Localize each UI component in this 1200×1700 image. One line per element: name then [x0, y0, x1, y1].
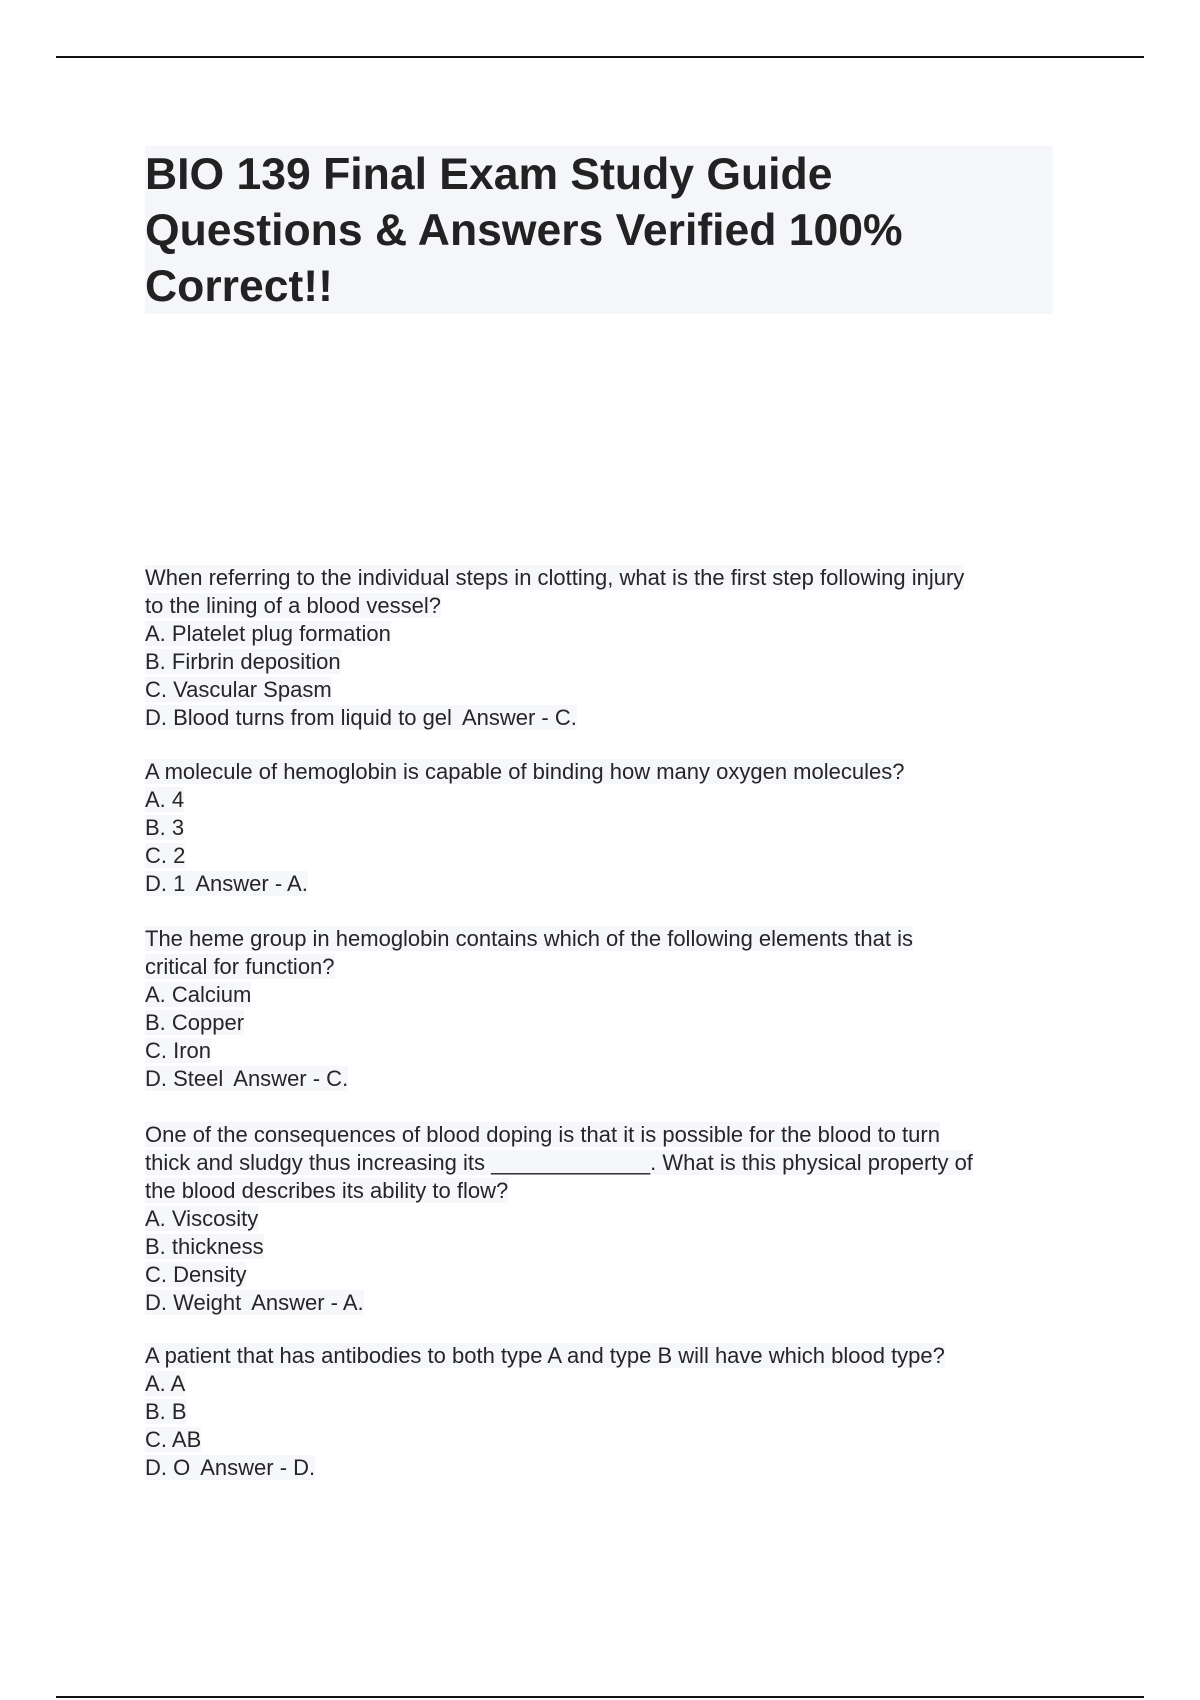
option-d — [145, 1454, 1065, 1482]
question-text-line: A patient that has antibodies to both type A and type B will have which blood type? — [145, 1343, 945, 1368]
option-a: A. A — [145, 1371, 186, 1396]
option-a: A. Calcium — [145, 982, 252, 1007]
option-c: C. Vascular Spasm — [145, 677, 332, 702]
question-text-line: One of the consequences of blood doping is that it is possible for the blood to turn — [145, 1122, 940, 1147]
answer-text: Answer - A. — [195, 871, 308, 896]
title-line: BIO 139 Final Exam Study Guide — [145, 150, 833, 199]
option-c: C. AB — [145, 1427, 202, 1452]
option-d — [145, 704, 1065, 732]
question-block — [145, 564, 1065, 732]
question-text-line: When referring to the individual steps in clotting, what is the first step following injury — [145, 565, 965, 590]
question-block — [145, 1121, 1065, 1317]
question-text-line: thick and sludgy thus increasing its _____________. What is this physical property of — [145, 1150, 973, 1175]
answer-text: Answer - C. — [233, 1066, 349, 1091]
option-a: A. 4 — [145, 787, 185, 812]
question-block — [145, 758, 1065, 898]
question-text-line: A molecule of hemoglobin is capable of binding how many oxygen molecules? — [145, 759, 905, 784]
question-text-line: critical for function? — [145, 954, 335, 979]
bottom-rule — [56, 1696, 1144, 1698]
top-rule — [56, 56, 1144, 58]
option-a: A. Viscosity — [145, 1206, 259, 1231]
title-block — [145, 146, 1053, 314]
option-d-text: D. Blood turns from liquid to gel — [145, 705, 452, 730]
option-b: B. 3 — [145, 815, 185, 840]
question-text-line: the blood describes its ability to flow? — [145, 1178, 509, 1203]
option-d-text: D. O — [145, 1455, 191, 1480]
option-d-text: D. 1 — [145, 871, 186, 896]
option-d — [145, 870, 1065, 898]
document-title — [145, 147, 1053, 315]
option-d-text: D. Weight — [145, 1290, 242, 1315]
option-b: B. thickness — [145, 1234, 264, 1259]
option-c: C. 2 — [145, 843, 186, 868]
question-text-line: The heme group in hemoglobin contains which of the following elements that is — [145, 926, 914, 951]
answer-text: Answer - A. — [251, 1290, 364, 1315]
option-b: B. Copper — [145, 1010, 245, 1035]
question-block — [145, 925, 1065, 1093]
option-b: B. Firbrin deposition — [145, 649, 341, 674]
answer-text: Answer - D. — [200, 1455, 316, 1480]
title-line: Correct!! — [145, 262, 333, 311]
option-b: B. B — [145, 1399, 187, 1424]
option-d-text: D. Steel — [145, 1066, 224, 1091]
option-c: C. Iron — [145, 1038, 212, 1063]
option-a: A. Platelet plug formation — [145, 621, 391, 646]
title-line: Questions & Answers Verified 100% — [145, 206, 903, 255]
question-text-line: to the lining of a blood vessel? — [145, 593, 441, 618]
question-block — [145, 1342, 1065, 1482]
answer-text: Answer - C. — [461, 705, 577, 730]
option-d — [145, 1065, 1065, 1093]
option-d — [145, 1289, 1065, 1317]
option-c: C. Density — [145, 1262, 247, 1287]
